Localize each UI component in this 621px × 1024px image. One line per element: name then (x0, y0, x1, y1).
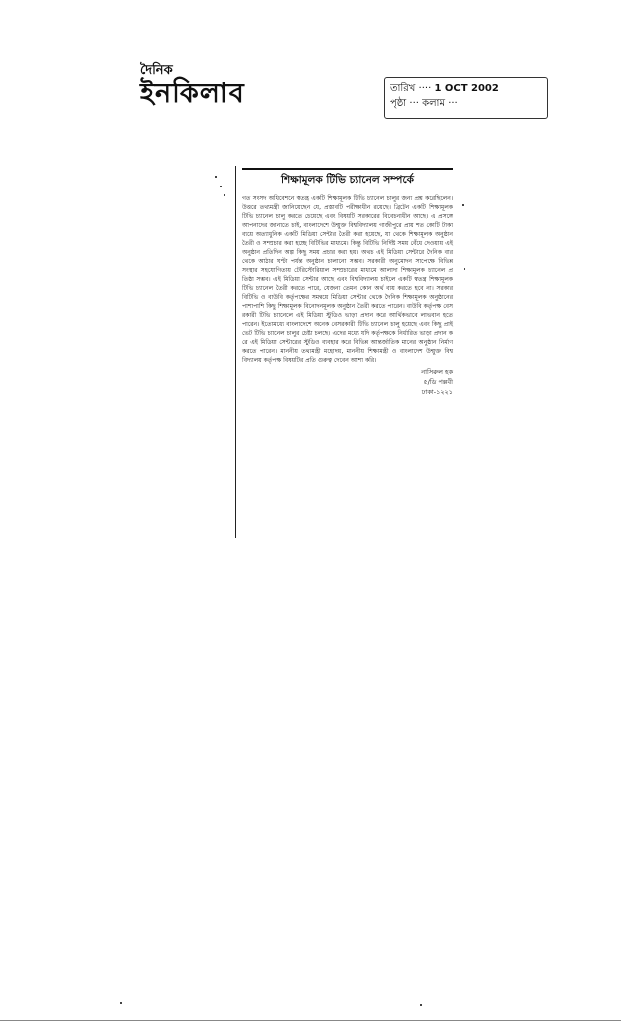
newspaper-masthead (140, 64, 300, 110)
scan-speck (215, 176, 217, 178)
letter-signature (242, 367, 453, 397)
letter-headline: শিক্ষামূলক টিভি চ্যানেল সম্পর্কে (280, 174, 415, 186)
scan-speck (420, 1004, 422, 1006)
stamp-date: 1 OCT 2002 (434, 83, 499, 94)
signature-address: ৫/ডি পল্লবী (423, 378, 453, 386)
scan-speck (224, 194, 225, 196)
scan-speck (220, 186, 222, 187)
signature-city: ঢাকা-১২২১ (421, 388, 453, 396)
scan-speck (464, 268, 465, 270)
stamp-date-label: তারিখ (390, 83, 416, 94)
stamp-page-label: পৃষ্ঠা (390, 98, 407, 109)
scan-bottom-edge (0, 1020, 621, 1021)
stamp-column-label: কলাম (422, 98, 446, 109)
signature-name: নাসিরুল হক (421, 368, 453, 376)
scan-speck (462, 204, 464, 206)
date-stamp (384, 77, 548, 119)
stamp-date-row: তারিখ ···· 1 OCT 2002 (390, 83, 499, 94)
newspaper-name: ইনকিলাব (140, 78, 245, 109)
stamp-page-row: পৃষ্ঠা ··· কলাম ··· (390, 98, 458, 109)
letter-body: গত সংসদ অধিবেশনে স্বতন্ত্র একটি শিক্ষামূলক টিভি চ্যানেল চালুর জন্য প্রশ্ন করেছিলেন। উত্তরে তথ্যমন্ত্রী জানিয়েছেন যে, প্রস্তাবটি পরীক্ষাধীন রয়েছে। ব্রিটেন একটি শিক্ষামূলক টিভি চ্যানেল চালু করতে চেয়েছে এবং বিষয়টি সরকারের বিবেচনাধীন আছে। এ প্রসঙ্গে আপনাদের জানাতে চাই, বাংলাদেশে উন্মুক্ত বিশ্ববিদ্যালয় গাজীপুরে প্রায় শত কোটি টাকা ব্যয়ে অত্যাধুনিক একটি মিডিয়া সেন্টার তৈরী করা হয়েছে, যা থেকে শিক্ষামূলক অনুষ্ঠান তৈরী ও সম্প্রচার করা হচ্ছে বিটিভির মাধ্যমে। কিন্তু বিটিভি নির্দিষ্ট সময় বেঁধে দেওয়ায় এই অনুষ্ঠান প্রতিদিন অল্প কিছু সময় প্রচার করা হয়। অথচ এই মিডিয়া সেন্টারে দৈনিক বার থেকে আঠার ঘণ্টা পর্যন্ত অনুষ্ঠান চালানো সম্ভব। সরকারী অনুমোদন সাপেক্ষে বিভিন্ন সংস্থার সহযোগিতায় টেরিস্টোরিয়াল সম্প্রচারের মাধ্যমে আলাদা শিক্ষামূলক চ্যানেল প্রতিষ্ঠা সম্ভব। এই মিডিয়া সেন্টার আছে এবং বিশ্ববিদ্যালয় চাইলে একটি স্বতন্ত্র শিক্ষামূলক টিভি চ্যানেল তৈরী করতে পারে, যেজন্য তেমন কোন অর্থ ব্যয় করতে হবে না। সরকার বিটিভি ও বাউবি কর্তৃপক্ষের সমন্বয়ে মিডিয়া সেন্টার থেকে দৈনিক শিক্ষামূলক অনুষ্ঠানের পাশাপাশি কিছু শিক্ষামূলক বিনোদনমূলক অনুষ্ঠান তৈরী করতে পারেন। বাউবি কর্তৃপক্ষ বেসরকারী টিভি চ্যানেলে এই মিডিয়া স্টুডিও ভাড়া প্রদান করে আর্থিকভাবে লাভবান হতে পারেন। ইতোমধ্যে বাংলাদেশে অনেক বেসরকারী টিভি চ্যানেল চালু হয়েছে এবং কিছু প্রাইভেট টিভি চ্যানেল চালুর চেষ্টা চলছে। এদের মধ্যে যদি কর্তৃপক্ষকে নির্ধারিত ভাড়া প্রদান করে এই মিডিয়া সেন্টারের স্টুডিও ব্যবহার করে বিভিন্ন আন্তর্জাতিক মানের অনুষ্ঠান নির্মাণ করতে পারেন। মাননীয় তথ্যমন্ত্রী মহোদয়, মাননীয় শিক্ষামন্ত্রী ও বাংলাদেশ উন্মুক্ত বিশ্ববিদ্যালয় কর্তৃপক্ষ বিষয়টির প্রতি গুরুত্ব দেবেন আশা করি। (242, 195, 453, 364)
scan-speck (120, 1002, 122, 1004)
letter-clipping (235, 166, 457, 538)
clipping-top-rule (242, 168, 453, 170)
masthead-prefix: দৈনিক (140, 63, 173, 78)
